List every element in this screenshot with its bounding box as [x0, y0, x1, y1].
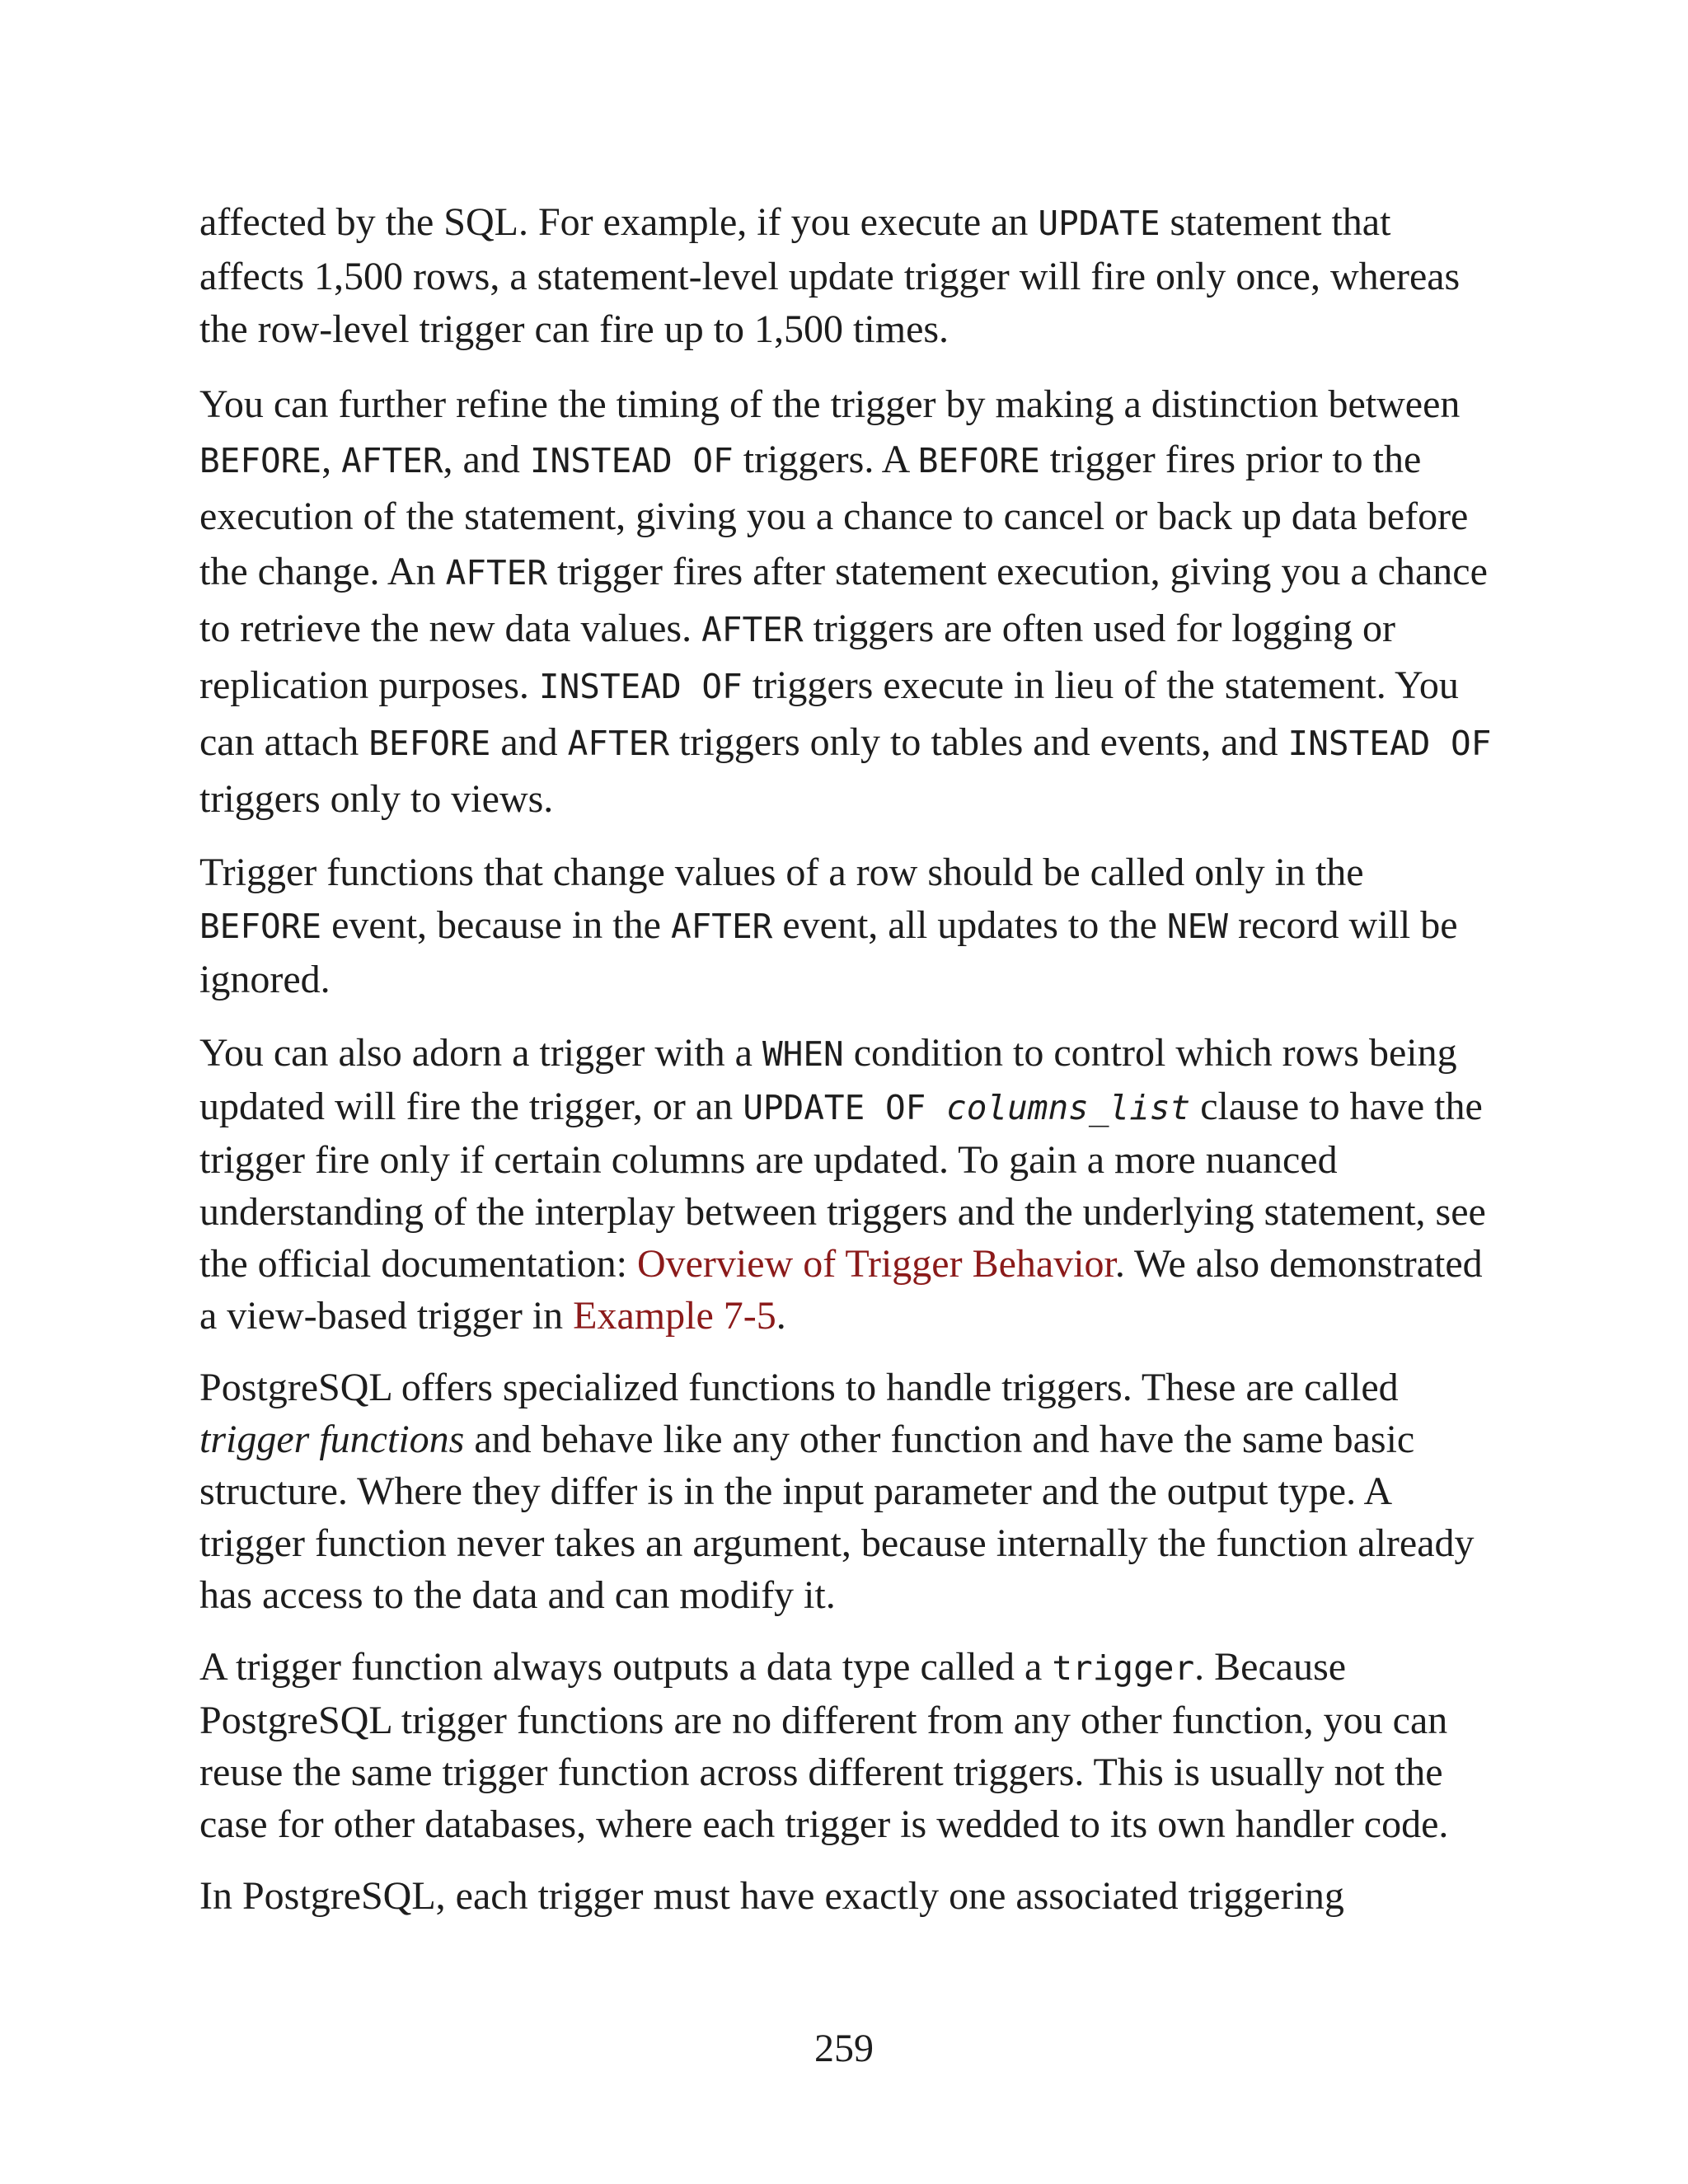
- text-run: event, all updates to the: [772, 903, 1167, 948]
- paragraph-triggering-event: [199, 1870, 1493, 1924]
- text-run: .: [776, 1293, 786, 1338]
- text-run: condition to control which rows being updated will fire the trigger, or an: [199, 1030, 1457, 1128]
- paragraph-trigger-functions: [199, 1361, 1493, 1621]
- paragraph-before-event-note: [199, 846, 1493, 1007]
- text-run: . Because PostgreSQL trigger functions are no different from any other function, you can reuse the same trigger function across different triggers. This is usually not the case for other databases, where each trigger is wedded to its own handler code.: [199, 1644, 1449, 1846]
- text-run: statement that affects 1,500 rows, a statement-level update trigger will fire only once, whereas the row-level trigger can fire up to 1,500 times.: [199, 200, 1461, 352]
- code-when: WHEN: [762, 1033, 844, 1074]
- code-update: UPDATE: [1038, 204, 1160, 243]
- code-before: BEFORE: [199, 440, 322, 480]
- body-text: [199, 196, 1493, 1943]
- text-run: You can also adorn a trigger with a: [199, 1030, 762, 1075]
- page-number: 259: [814, 2027, 874, 2070]
- text-run: triggers only to views.: [199, 776, 554, 821]
- code-before: BEFORE: [199, 907, 322, 947]
- code-instead-of: INSTEAD OF: [538, 666, 743, 706]
- code-columns-list: columns_list: [946, 1087, 1191, 1127]
- text-run: triggers execute in lieu of the statement. You can attach: [199, 663, 1459, 764]
- code-after: AFTER: [701, 609, 804, 649]
- code-new: NEW: [1166, 907, 1228, 947]
- text-run: , and: [443, 437, 530, 481]
- text-run: triggers. A: [733, 437, 918, 481]
- text-run: In PostgreSQL, each trigger must have exactly one associated triggering: [199, 1873, 1344, 1918]
- code-update-of: UPDATE OF: [743, 1087, 947, 1127]
- text-run: PostgreSQL offers specialized functions to handle triggers. These are called: [199, 1365, 1399, 1409]
- text-run: and behave like any other function and have the same basic structure. Where they differ is in the input parameter and the output type. A trigger function never takes an argument, because internally the function already has access to the data and can modify it.: [199, 1417, 1475, 1617]
- paragraph-statement-vs-row-triggers: [199, 196, 1493, 357]
- text-run: triggers are often used for logging or replication purposes.: [199, 606, 1395, 707]
- code-before: BEFORE: [917, 440, 1040, 480]
- text-run: You can further refine the timing of the trigger by making a distinction between: [199, 382, 1461, 426]
- text-run: A trigger function always outputs a data type called a: [199, 1644, 1053, 1689]
- text-run: affected by the SQL. For example, if you execute an: [199, 200, 1039, 244]
- code-after: AFTER: [445, 552, 547, 593]
- code-after: AFTER: [670, 907, 773, 947]
- text-run: . We also demonstrated a view-based trigger in: [199, 1241, 1483, 1338]
- paragraph-trigger-output-type: [199, 1641, 1493, 1850]
- text-run: event, because in the: [321, 903, 671, 948]
- code-after: AFTER: [567, 723, 670, 763]
- code-trigger: trigger: [1052, 1647, 1195, 1688]
- text-run: and: [490, 719, 568, 764]
- text-run: trigger fires prior to the execution of the statement, giving you a chance to cancel or back up data before the change. An: [199, 437, 1469, 593]
- paragraph-when-condition: [199, 1027, 1493, 1342]
- text-run: triggers only to tables and events, and: [669, 719, 1288, 764]
- text-run: clause to have the trigger fire only if certain columns are updated. To gain a more nuanced understanding of the interplay between triggers and the underlying statement, see the official documentation:: [199, 1084, 1486, 1286]
- emphasis-trigger-functions: trigger functions: [199, 1417, 465, 1461]
- paragraph-trigger-timing: [199, 377, 1493, 827]
- text-run: trigger fires after statement execution, giving you a chance to retrieve the new data values.: [199, 549, 1488, 650]
- text-run: ,: [321, 437, 342, 481]
- code-after: AFTER: [341, 440, 443, 480]
- text-run: record will be ignored.: [199, 903, 1458, 1001]
- link-example-7-5[interactable]: Example 7-5: [573, 1293, 776, 1338]
- code-before: BEFORE: [368, 723, 491, 763]
- code-instead-of: INSTEAD OF: [529, 440, 734, 480]
- link-overview-of-trigger-behavior[interactable]: Overview of Trigger Behavior: [636, 1241, 1115, 1286]
- code-instead-of: INSTEAD OF: [1287, 723, 1492, 763]
- text-run: Trigger functions that change values of a row should be called only in the: [199, 850, 1364, 894]
